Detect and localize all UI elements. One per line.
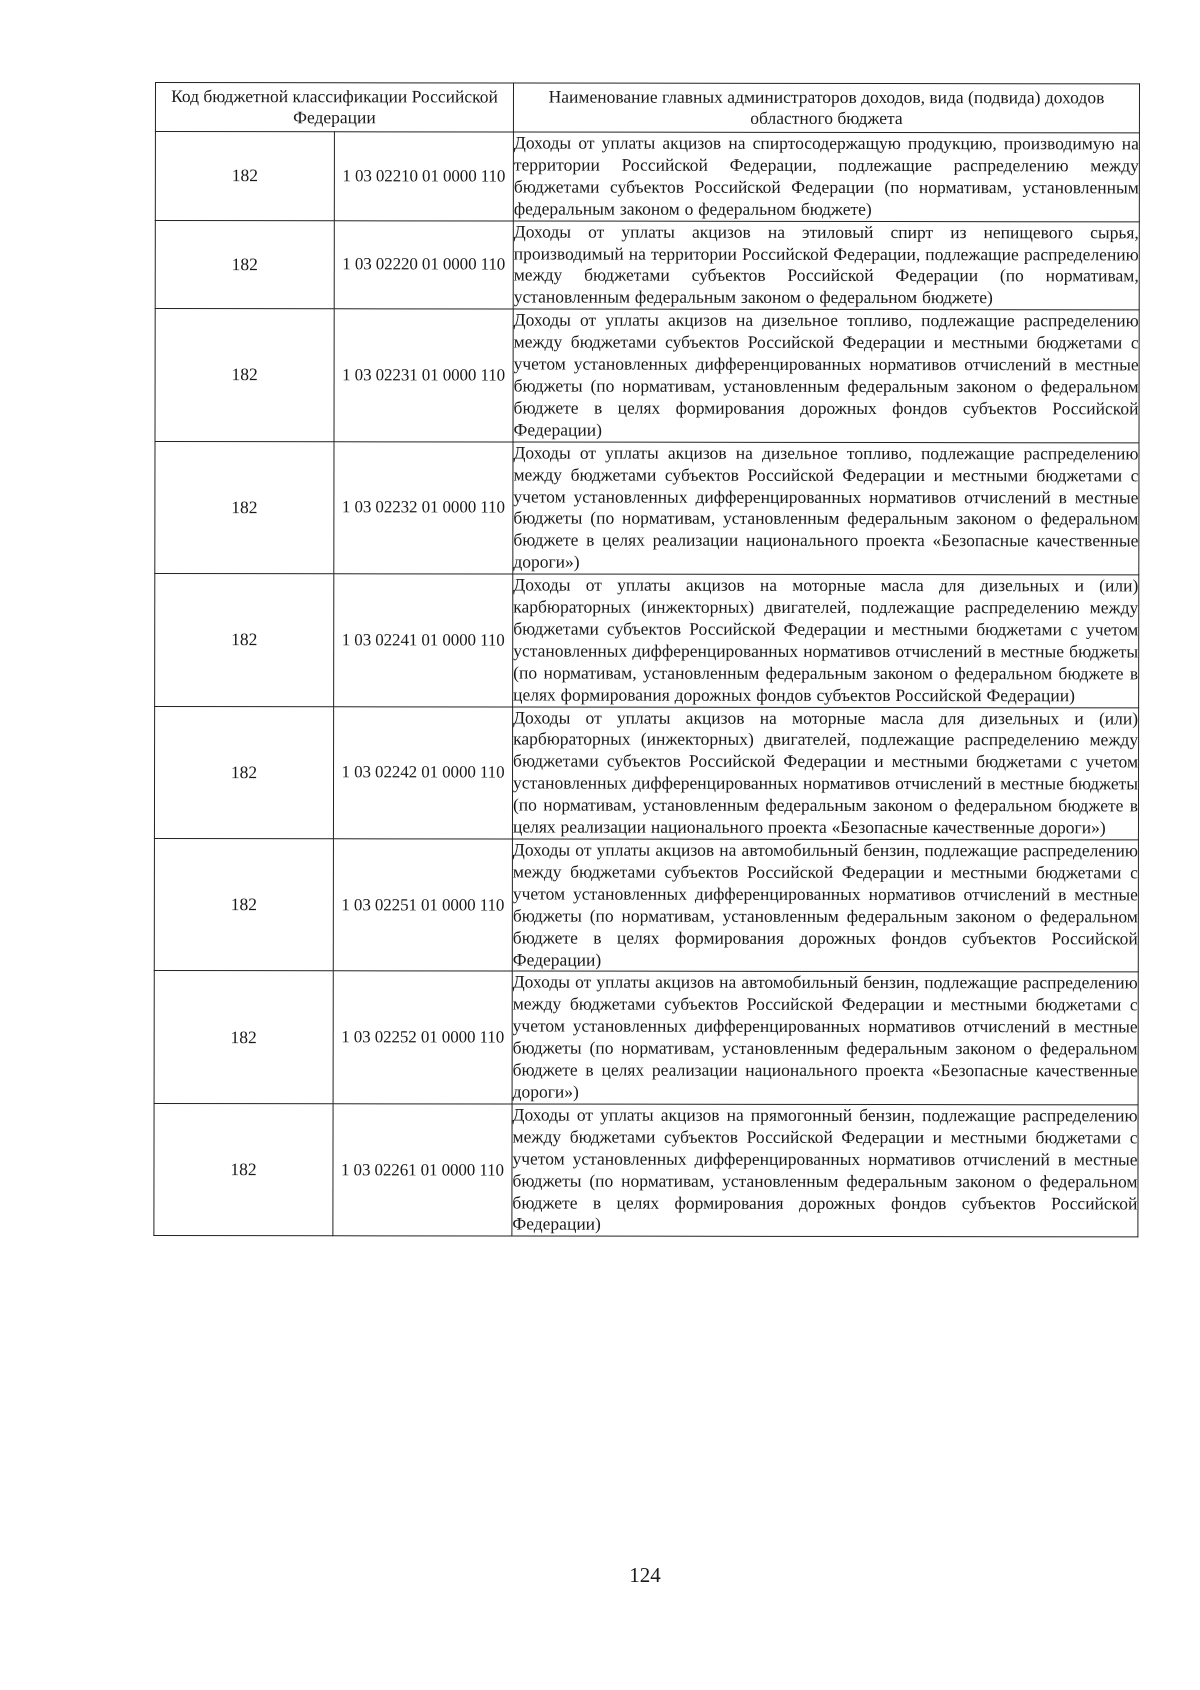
- classification-code: 1 03 02232 01 0000 110: [334, 441, 513, 574]
- revenue-description-cell: [512, 971, 1138, 1104]
- classification-code: 1 03 02220 01 0000 110: [334, 220, 513, 309]
- revenue-description: Доходы от уплаты акцизов на моторные масла для дизельных и (или) карбюраторных (инжекторных) двигателей, подлежащие распределению между бюджетами субъектов Российской Федерации и местными бюджетами с учетом установленных дифференцированных нормативов отчислений в местные бюджеты (по нормативам, установленным федеральным законом о федеральном бюджете в целях реализации национального проекта «Безопасные качественные дороги»): [512, 707, 1139, 838]
- table-row: [154, 971, 1138, 1105]
- table-row: [155, 220, 1139, 310]
- revenue-description-cell: [512, 1104, 1138, 1237]
- administrator-code: 182: [155, 220, 334, 309]
- table-header-row: [155, 83, 1139, 133]
- table-row: [155, 441, 1139, 575]
- revenue-description: Доходы от уплаты акцизов на этиловый спирт из непищевого сырья, производимый на территории Российской Федерации, подлежащие распределению между бюджетами субъектов Российской Федерации (по нормативам, установленным федеральным законом о федеральном бюджете): [513, 221, 1139, 308]
- table-row: [155, 574, 1139, 708]
- classification-code: 1 03 02231 01 0000 110: [334, 309, 513, 442]
- table-row: [154, 706, 1138, 840]
- classification-code: 1 03 02261 01 0000 110: [333, 1104, 512, 1237]
- revenue-description-cell: [512, 839, 1138, 972]
- header-revenue-name: Наименование главных администраторов доходов, вида (подвида) доходов областного бюджета: [513, 83, 1139, 133]
- administrator-code: 182: [154, 838, 333, 971]
- classification-code: 1 03 02251 01 0000 110: [333, 839, 512, 972]
- administrator-code: 182: [154, 1103, 333, 1236]
- table-row: [154, 838, 1138, 972]
- revenue-description: Доходы от уплаты акцизов на дизельное топливо, подлежащие распределению между бюджетами субъектов Российской Федерации и местными бюджетами с учетом установленных дифференцированных нормативов отчислений в местные бюджеты (по нормативам, установленным федеральным законом о федеральном бюджете в целях формирования дорожных фондов субъектов Российской Федерации): [513, 309, 1139, 440]
- revenue-description-cell: [513, 574, 1139, 707]
- table-row: [154, 1103, 1138, 1237]
- revenue-description-cell: [513, 309, 1139, 442]
- table-row: [155, 132, 1139, 222]
- revenue-description-cell: [513, 442, 1139, 575]
- revenue-description-cell: [513, 132, 1139, 221]
- revenue-description: Доходы от уплаты акцизов на автомобильный бензин, подлежащие распределению между бюджетами субъектов Российской Федерации и местными бюджетами с учетом установленных дифференцированных нормативов отчислений в местные бюджеты (по нормативам, установленным федеральным законом о федеральном бюджете в целях формирования дорожных фондов субъектов Российской Федерации): [512, 839, 1138, 970]
- administrator-code: 182: [154, 706, 333, 839]
- revenue-description: Доходы от уплаты акцизов на автомобильный бензин, подлежащие распределению между бюджетами субъектов Российской Федерации и местными бюджетами с учетом установленных дифференцированных нормативов отчислений в местные бюджеты (по нормативам, установленным федеральным законом о федеральном бюджете в целях реализации национального проекта «Безопасные качественные дороги»): [512, 971, 1138, 1102]
- administrator-code: 182: [155, 309, 334, 442]
- revenue-description: Доходы от уплаты акцизов на моторные масла для дизельных и (или) карбюраторных (инжекторных) двигателей, подлежащие распределению между бюджетами субъектов Российской Федерации и местными бюджетами с учетом установленных дифференцированных нормативов отчислений в местные бюджеты (по нормативам, установленным федеральным законом о федеральном бюджете в целях формирования дорожных фондов субъектов Российской Федерации): [513, 574, 1139, 705]
- revenue-description: Доходы от уплаты акцизов на дизельное топливо, подлежащие распределению между бюджетами субъектов Российской Федерации и местными бюджетами с учетом установленных дифференцированных нормативов отчислений в местные бюджеты (по нормативам, установленным федеральным законом о федеральном бюджете в целях реализации национального проекта «Безопасные качественные дороги»): [513, 442, 1139, 572]
- revenue-description-cell: [513, 221, 1139, 310]
- classification-code: 1 03 02242 01 0000 110: [333, 706, 512, 839]
- revenue-description: Доходы от уплаты акцизов на прямогонный бензин, подлежащие распределению между бюджетами субъектов Российской Федерации и местными бюджетами с учетом установленных дифференцированных нормативов отчислений в местные бюджеты (по нормативам, установленным федеральным законом о федеральном бюджете в целях формирования дорожных фондов субъектов Российской Федерации): [512, 1104, 1138, 1235]
- administrator-code: 182: [155, 132, 334, 221]
- table-row: [155, 309, 1139, 443]
- header-budget-classification-code: Код бюджетной классификации Российской Федерации: [155, 83, 513, 132]
- classification-code: 1 03 02252 01 0000 110: [333, 971, 512, 1104]
- classification-code: 1 03 02210 01 0000 110: [334, 132, 513, 221]
- revenue-description-cell: [512, 707, 1138, 840]
- administrator-code: 182: [155, 441, 334, 574]
- revenue-description: Доходы от уплаты акцизов на спиртосодержащую продукцию, производимую на территории Российской Федерации, подлежащие распределению между бюджетами субъектов Российской Федерации (по нормативам, установленным федеральным законом о федеральном бюджете): [513, 132, 1139, 219]
- page-number: 124: [629, 1563, 661, 1587]
- administrator-code: 182: [155, 574, 334, 707]
- administrator-code: 182: [154, 971, 333, 1104]
- classification-code: 1 03 02241 01 0000 110: [334, 574, 513, 707]
- revenue-classification-table: [153, 82, 1140, 1238]
